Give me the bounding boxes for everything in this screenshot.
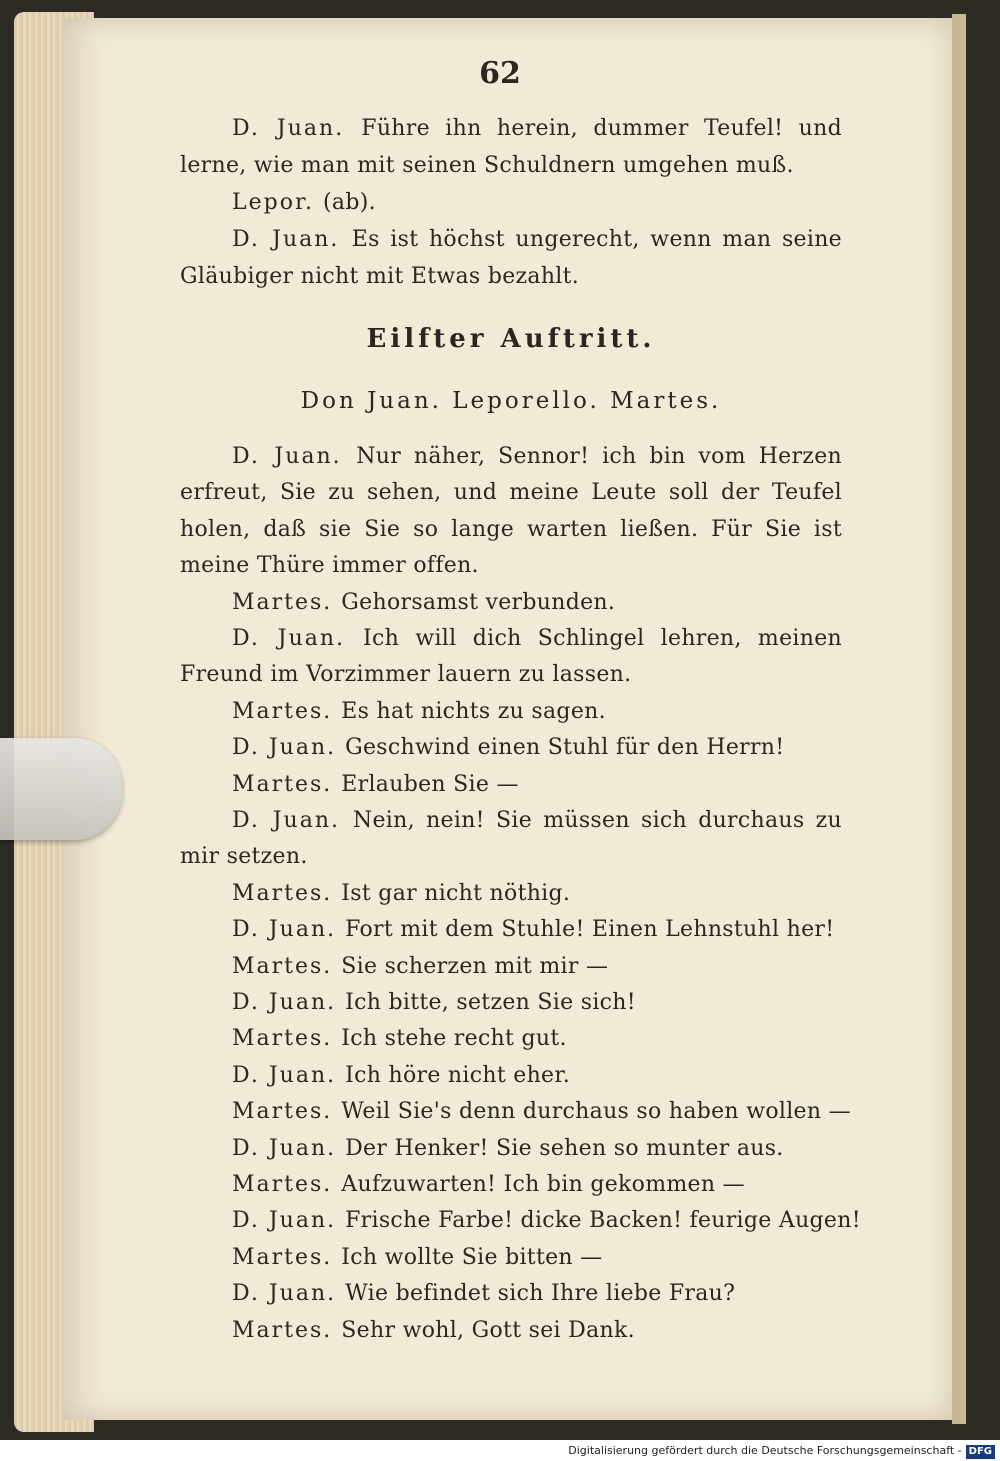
line-text: Nein, nein! Sie müssen sich durchaus zu — [352, 808, 842, 833]
dialogue-line — [232, 917, 834, 942]
speaker-name: D. Juan. — [232, 1062, 346, 1088]
speaker-name: D. Juan. — [232, 1135, 346, 1161]
dialogue-line — [232, 1318, 635, 1343]
dialogue-line — [180, 480, 842, 505]
top-line — [180, 264, 579, 289]
speaker-name: D. Juan. — [232, 227, 352, 252]
line-text: Ich stehe recht gut. — [341, 1026, 567, 1052]
page-number: 62 — [479, 56, 521, 91]
dialogue-line — [232, 626, 842, 651]
dialogue-line — [232, 954, 608, 979]
right-page-edge — [952, 14, 966, 1424]
speaker-name: Martes. — [232, 1244, 342, 1270]
line-text: Wie befindet sich Ihre liebe Frau? — [345, 1281, 736, 1307]
speaker-name: D. Juan. — [232, 917, 346, 943]
line-text: Führe ihn herein, dummer Teufel! und — [361, 116, 842, 141]
line-text: Ich wollte Sie bitten — — [341, 1244, 603, 1270]
line-text: Gehorsamst verbunden. — [341, 589, 616, 615]
dialogue-line — [232, 990, 636, 1015]
top-line — [232, 116, 842, 141]
dialogue-line — [232, 1063, 570, 1088]
dialogue-line — [232, 1208, 861, 1233]
line-text: Ist gar nicht nöthig. — [341, 880, 571, 906]
line-text: Ich höre nicht eher. — [345, 1062, 571, 1088]
dialogue-line — [232, 1245, 602, 1270]
dialogue-line — [180, 662, 631, 687]
line-text: Fort mit dem Stuhle! Einen Lehnstuhl her! — [345, 917, 835, 943]
dialogue-line — [232, 881, 570, 906]
line-text: Aufzuwarten! Ich bin gekommen — — [341, 1172, 745, 1197]
line-text: meine Thüre immer offen. — [180, 553, 479, 579]
dialogue-line — [232, 590, 615, 615]
line-text: Geschwind einen Stuhl für den Herrn! — [345, 735, 785, 761]
speaker-name: Martes. — [232, 1026, 342, 1052]
dialogue-line — [232, 735, 784, 760]
page-clip-tab — [0, 738, 122, 840]
speaker-name: Lepor. — [232, 190, 324, 215]
dialogue-line — [232, 772, 519, 797]
speaker-name: Martes. — [232, 880, 342, 906]
dialogue-line — [232, 1099, 851, 1124]
speaker-name: D. Juan. — [232, 808, 353, 833]
speaker-name: D. Juan. — [232, 735, 346, 761]
speaker-name: Martes. — [232, 1099, 342, 1125]
line-text: Nur näher, Sennor! ich bin vom Herzen — [356, 444, 842, 469]
speaker-name: D. Juan. — [232, 990, 346, 1015]
dfg-footer — [540, 1440, 995, 1461]
speaker-name: D. Juan. — [232, 116, 362, 141]
dialogue-line — [232, 1172, 745, 1197]
dialogue-line — [232, 444, 842, 469]
dialogue-line — [232, 699, 606, 724]
line-text: Erlauben Sie — — [341, 771, 519, 797]
dialogue-line — [180, 844, 308, 869]
dialogue-line — [232, 808, 842, 833]
line-text: (ab). — [323, 190, 376, 215]
speaker-name: D. Juan. — [232, 1281, 346, 1307]
dialogue-line — [180, 553, 479, 578]
line-text: erfreut, Sie zu sehen, und meine Leute soll der Teufel — [180, 480, 842, 506]
dialogue-line — [232, 1026, 567, 1051]
line-text: holen, daß sie Sie so lange warten ließen. Für Sie ist — [180, 516, 842, 542]
dialogue-line — [180, 517, 842, 542]
line-text: Freund im Vorzimmer lauern zu lassen. — [180, 662, 632, 688]
top-line — [180, 153, 794, 178]
scene-persons: Don Juan. Leporello. Martes. — [300, 388, 722, 414]
top-line — [232, 190, 376, 215]
line-text: Ich bitte, setzen Sie sich! — [345, 990, 636, 1015]
line-text: Der Henker! Sie sehen so munter aus. — [345, 1135, 784, 1161]
scene-heading: Eilfter Auftritt. — [366, 324, 656, 354]
speaker-name: Martes. — [232, 771, 342, 797]
footer-text: Digitalisierung gefördert durch die Deutsche Forschungsgemeinschaft - — [568, 1444, 962, 1457]
speaker-name: D. Juan. — [232, 444, 357, 469]
dialogue-line — [232, 1136, 784, 1161]
speaker-name: Martes. — [232, 589, 342, 615]
line-text: Ich will dich Schlingel lehren, meinen — [363, 626, 843, 651]
speaker-name: Martes. — [232, 1317, 342, 1343]
line-text: Gläubiger nicht mit Etwas bezahlt. — [180, 264, 580, 289]
line-text: Frische Farbe! dicke Backen! feurige Augen! — [345, 1208, 861, 1234]
speaker-name: D. Juan. — [232, 626, 364, 651]
top-line — [232, 227, 842, 252]
speaker-name: Martes. — [232, 953, 342, 979]
speaker-name: Martes. — [232, 698, 342, 724]
line-text: mir setzen. — [180, 844, 308, 870]
line-text: Es hat nichts zu sagen. — [341, 698, 606, 724]
speaker-name: Martes. — [232, 1172, 342, 1197]
line-text: Sehr wohl, Gott sei Dank. — [341, 1317, 635, 1343]
line-text: lerne, wie man mit seinen Schuldnern umgehen muß. — [180, 153, 794, 178]
line-text: Weil Sie's denn durchaus so haben wollen — — [341, 1099, 851, 1125]
speaker-name: D. Juan. — [232, 1208, 346, 1234]
line-text: Sie scherzen mit mir — — [341, 953, 609, 979]
dialogue-line — [232, 1281, 735, 1306]
line-text: Es ist höchst ungerecht, wenn man seine — [351, 227, 842, 252]
dfg-logo: DFG — [966, 1445, 995, 1459]
